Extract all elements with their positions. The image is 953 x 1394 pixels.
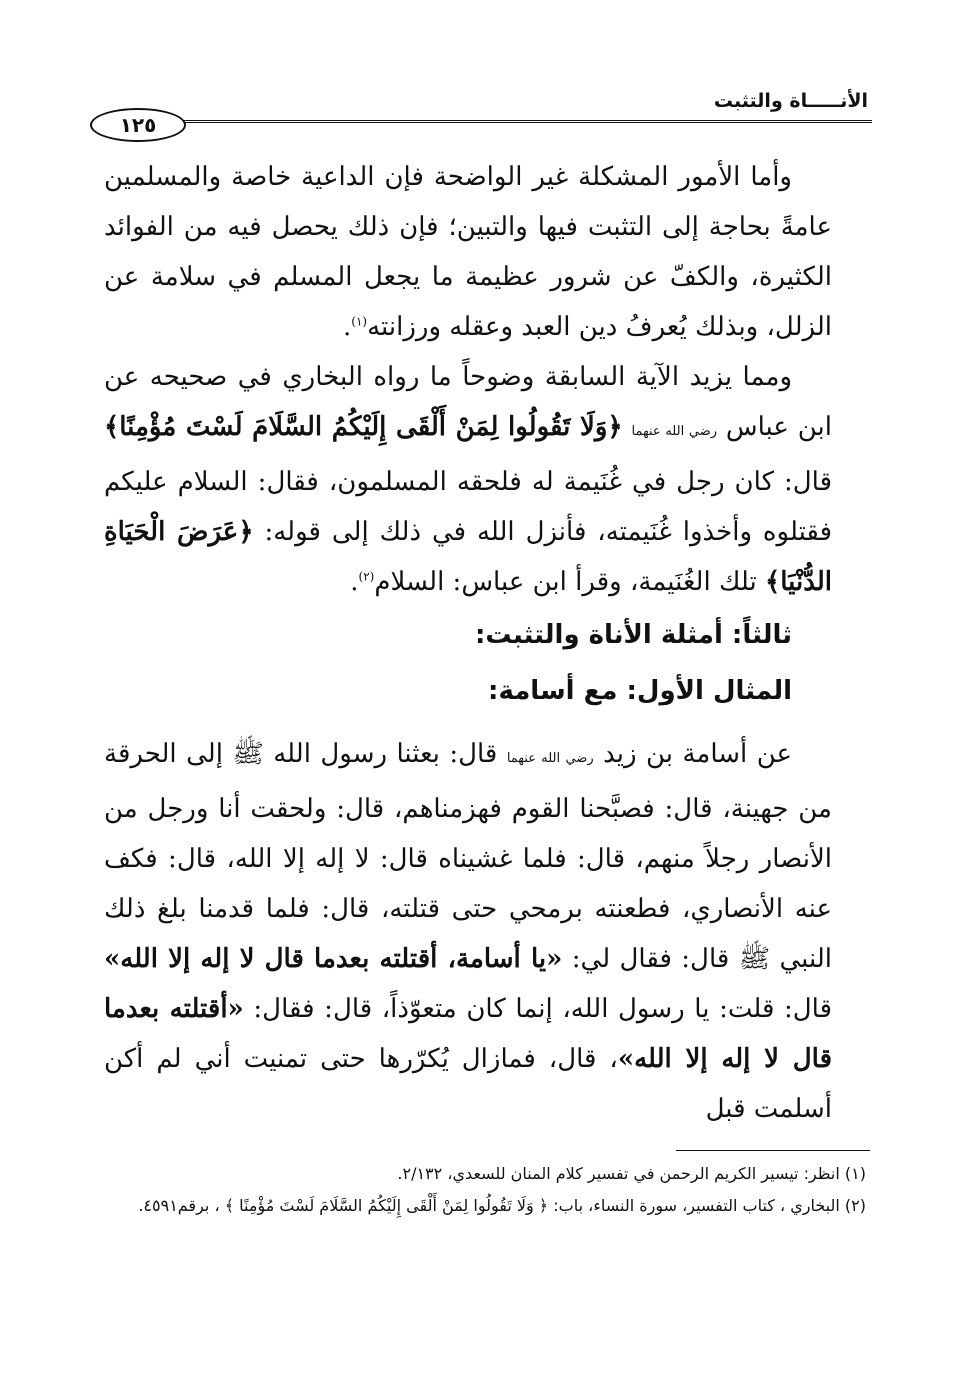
paragraph-2-text-b: قال: كان رجل في غُنَيمة له فلحقه المسلمون، فقال: السلام عليكم فقتلوه وأخذوا غُنَيمته، فأنزل الله في ذلك إلى قوله: [104,467,833,547]
paragraph-1-text: وأما الأمور المشكلة غير الواضحة فإن الداعية خاصة والمسلمين عامةً بحاجة إلى التثبت فيها والتبين؛ فإن ذلك يحصل فيه من الفوائد الكثيرة، والكفّ عن شرور عظيمة ما يجعل المسلم في سلامة عن الزلل، وبذلك يُعرفُ دين العبد وعقله ورزانته [104,162,832,342]
paragraph-2: ومما يزيد الآية السابقة وضوحاً ما رواه البخاري في صحيحه عن ابن عباس رضي الله عنهما ﴿وَلَا تَقُولُوا لِمَنْ أَلْقَى إِلَيْكُمُ السَّلَامَ لَسْتَ مُؤْمِنًا﴾ قال: كان رجل في غُنَيمة له فلحقه المسلمون، فقال: السلام عليكم فقتلوه وأخذوا غُنَيمته، فأنزل الله في ذلك إلى قوله: ﴿عَرَضَ الْحَيَاةِ الدُّنْيَا﴾ تلك الغُنَيمة، وقرأ ابن عباس: السلام$^{(٢)}$. [104,362,833,597]
main-text [104,152,832,1134]
honorific: رضي الله عنهما [631,424,718,439]
footnote-ref-1: (١) [351,314,368,329]
footnote-ref-2: (٢) [358,569,375,584]
honorific: رضي الله عنهما [506,751,594,766]
paragraph-3-text-a: عن أسامة بن زيد [603,739,793,769]
paragraph-3-text-c: قال: قلت: يا رسول الله، إنما كان متعوّذاً، قال: فقال: [253,994,833,1024]
footnotes [96,1158,866,1222]
paragraph-2-text-c: تلك الغُنَيمة، وقرأ ابن عباس: السلام [374,567,757,597]
footnote-2 [96,1190,866,1222]
header-rule [178,120,872,123]
page-header [90,78,880,148]
footnote-2-text-b: ، برقم٤٥٩١. [138,1196,220,1215]
paragraph-3 [104,729,832,1134]
section-heading: ثالثاً: أمثلة الأناة والتثبت: [475,620,792,650]
hadith-quote-2: «أقتلته بعدما قال لا إله إلا الله» [104,994,832,1074]
hadith-quote-1: «يا أسامة، أقتلته بعدما قال لا إله إلا الله» [104,944,563,974]
paragraph-2-text-a: ومما يزيد الآية السابقة وضوحاً ما رواه البخاري في صحيحه عن ابن عباس [104,362,832,442]
subsection-heading: المثال الأول: مع أسامة: [488,676,792,706]
quran-verse-1: ﴿وَلَا تَقُولُوا لِمَنْ أَلْقَى إِلَيْكُمُ السَّلَامَ لَسْتَ مُؤْمِنًا﴾ [104,412,623,442]
footnote-separator [676,1150,870,1151]
footnote-2-text-a: (٢) البخاري ، كتاب التفسير، سورة النساء، باب: [553,1196,866,1215]
footnote-2-quran: ﴿ وَلَا تَقُولُوا لِمَنْ أَلْقَى إِلَيْكُمُ السَّلَامَ لَسْتَ مُؤْمِنًا ﴾ [224,1196,549,1215]
running-title: الأنـــــاة والتثبت [713,90,868,112]
paragraph-3-text-b: قال: بعثنا رسول الله ﷺ إلى الحرقة من جهينة، قال: فصبَّحنا القوم فهزمناهم، قال: ولحقت أنا ورجل من الأنصار رجلاً منهم، قال: فلما غشيناه قال: لا إله إلا الله، قال: فكف عنه الأنصاري، فطعنته برمحي حتى قتلته، قال: فلما قدمنا بلغ ذلك النبي ﷺ قال: فقال لي: [104,739,833,974]
paragraph-3-text-d: ، قال، فمازال يُكرّرها حتى تمنيت أني لم أكن أسلمت قبل [104,1044,832,1124]
footnote-1: (١) انظر: تيسير الكريم الرحمن في تفسير كلام المنان للسعدي، ٢/١٣٢. [397,1164,866,1183]
paragraph-1: وأما الأمور المشكلة غير الواضحة فإن الداعية خاصة والمسلمين عامةً بحاجة إلى التثبت فيها والتبين؛ فإن ذلك يحصل فيه من الفوائد الكثيرة، والكفّ عن شرور عظيمة ما يجعل المسلم في سلامة عن الزلل، وبذلك يُعرفُ دين العبد وعقله ورزانته$^{(١)}$. [104,162,832,342]
quran-verse-2: ﴿عَرَضَ الْحَيَاةِ الدُّنْيَا﴾ [104,517,832,597]
page-number: ١٢٥ [90,108,186,142]
